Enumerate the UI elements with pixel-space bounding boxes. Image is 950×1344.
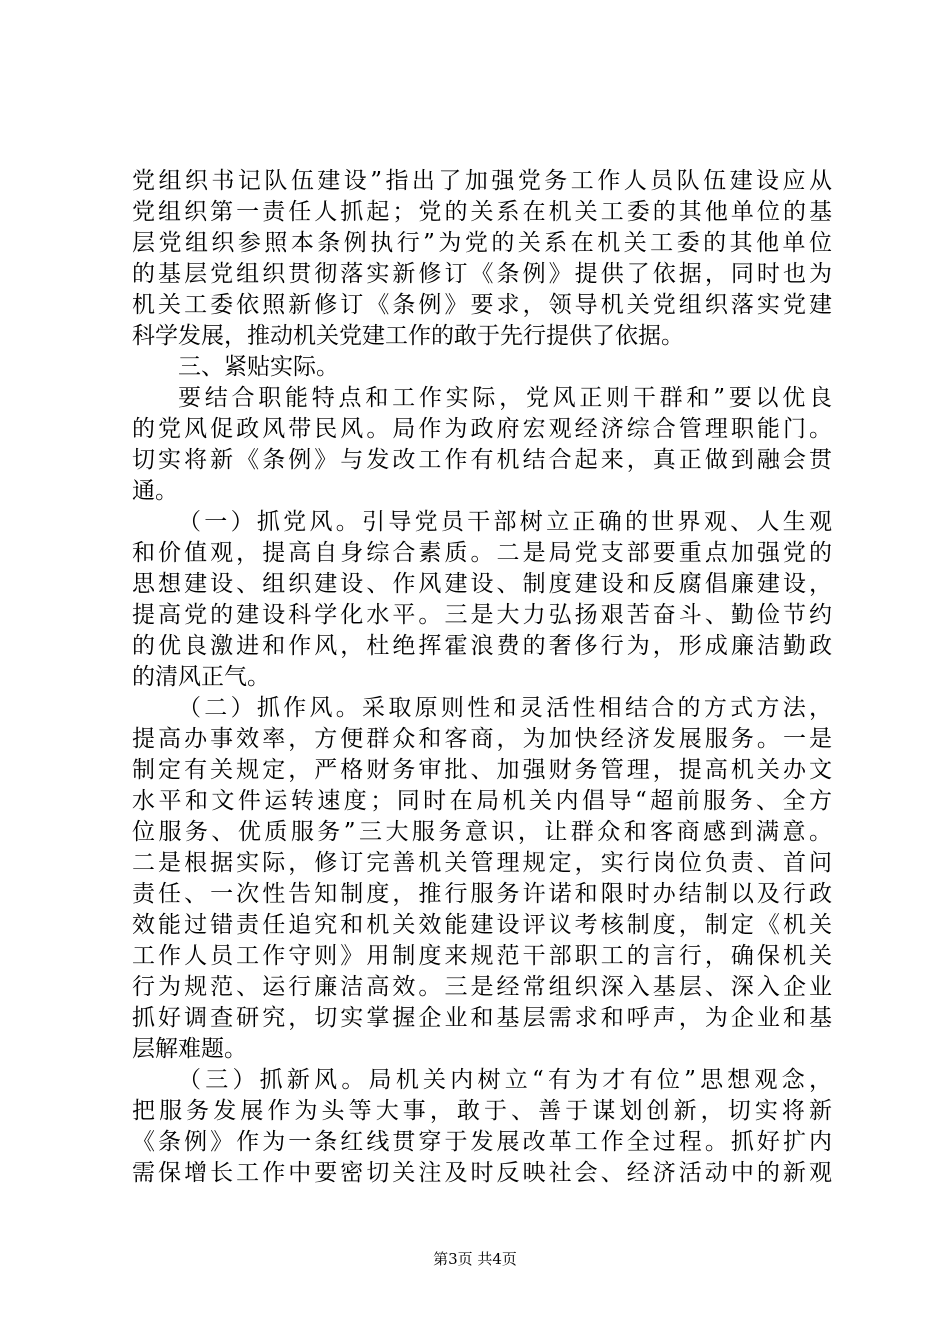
text-line: 抓好调查研究，切实掌握企业和基层需求和呼声，为企业和基 <box>132 1005 832 1031</box>
page-footer: 第3页 共4页 <box>433 1250 517 1268</box>
text-line: 效能过错责任追究和机关效能建设评议考核制度，制定《机关 <box>132 912 832 938</box>
text-line: 行为规范、运行廉洁高效。三是经常组织深入基层、深入企业 <box>132 974 832 1000</box>
text-line: 制定有关规定，严格财务审批、加强财务管理，提高机关办文 <box>132 757 832 783</box>
text-line: 和价值观，提高自身综合素质。二是局党支部要重点加强党的 <box>132 540 832 566</box>
text-line: 责任、一次性告知制度，推行服务许诺和限时办结制以及行政 <box>132 881 832 907</box>
text-line: （一）抓党风。引导党员干部树立正确的世界观、人生观 <box>178 509 832 535</box>
text-line: 层党组织参照本条例执行”为党的关系在机关工委的其他单位 <box>132 230 832 256</box>
text-line: （三）抓新风。局机关内树立“有为才有位”思想观念， <box>178 1067 832 1093</box>
text-line: 把服务发展作为头等大事，敢于、善于谋划创新，切实将新 <box>132 1098 832 1124</box>
text-line: 科学发展，推动机关党建工作的敢于先行提供了依据。 <box>132 323 684 349</box>
text-line: 党组织第一责任人抓起；党的关系在机关工委的其他单位的基 <box>132 199 832 225</box>
text-line: 的优良激进和作风，杜绝挥霍浪费的奢侈行为，形成廉洁勤政 <box>132 633 832 659</box>
text-line: 工作人员工作守则》用制度来规范干部职工的言行，确保机关 <box>132 943 832 969</box>
text-line: 的党风促政风带民风。局作为政府宏观经济综合管理职能门。 <box>132 416 832 442</box>
text-line: 提高党的建设科学化水平。三是大力弘扬艰苦奋斗、勤俭节约 <box>132 602 832 628</box>
text-line: 《条例》作为一条红线贯穿于发展改革工作全过程。抓好扩内 <box>132 1129 832 1155</box>
text-line: 党组织书记队伍建设”指出了加强党务工作人员队伍建设应从 <box>132 168 832 194</box>
text-line: 层解难题。 <box>132 1036 247 1062</box>
text-line: 的清风正气。 <box>132 664 270 690</box>
text-line: 三、紧贴实际。 <box>178 354 339 380</box>
text-line: 思想建设、组织建设、作风建设、制度建设和反腐倡廉建设， <box>132 571 832 597</box>
text-line: 要结合职能特点和工作实际，党风正则干群和”要以优良 <box>178 385 832 411</box>
text-line: 的基层党组织贯彻落实新修订《条例》提供了依据，同时也为 <box>132 261 832 287</box>
text-line: 切实将新《条例》与发改工作有机结合起来，真正做到融会贯 <box>132 447 832 473</box>
text-line: 通。 <box>132 478 178 504</box>
text-line: 需保增长工作中要密切关注及时反映社会、经济活动中的新观 <box>132 1160 832 1186</box>
text-line: （二）抓作风。采取原则性和灵活性相结合的方式方法， <box>178 695 832 721</box>
text-line: 提高办事效率，方便群众和客商，为加快经济发展服务。一是 <box>132 726 832 752</box>
body-text <box>132 166 832 1189</box>
text-line: 二是根据实际，修订完善机关管理规定，实行岗位负责、首问 <box>132 850 832 876</box>
text-line: 位服务、优质服务”三大服务意识，让群众和客商感到满意。 <box>132 819 832 845</box>
text-line: 机关工委依照新修订《条例》要求，领导机关党组织落实党建 <box>132 292 832 318</box>
text-line: 水平和文件运转速度；同时在局机关内倡导“超前服务、全方 <box>132 788 832 814</box>
